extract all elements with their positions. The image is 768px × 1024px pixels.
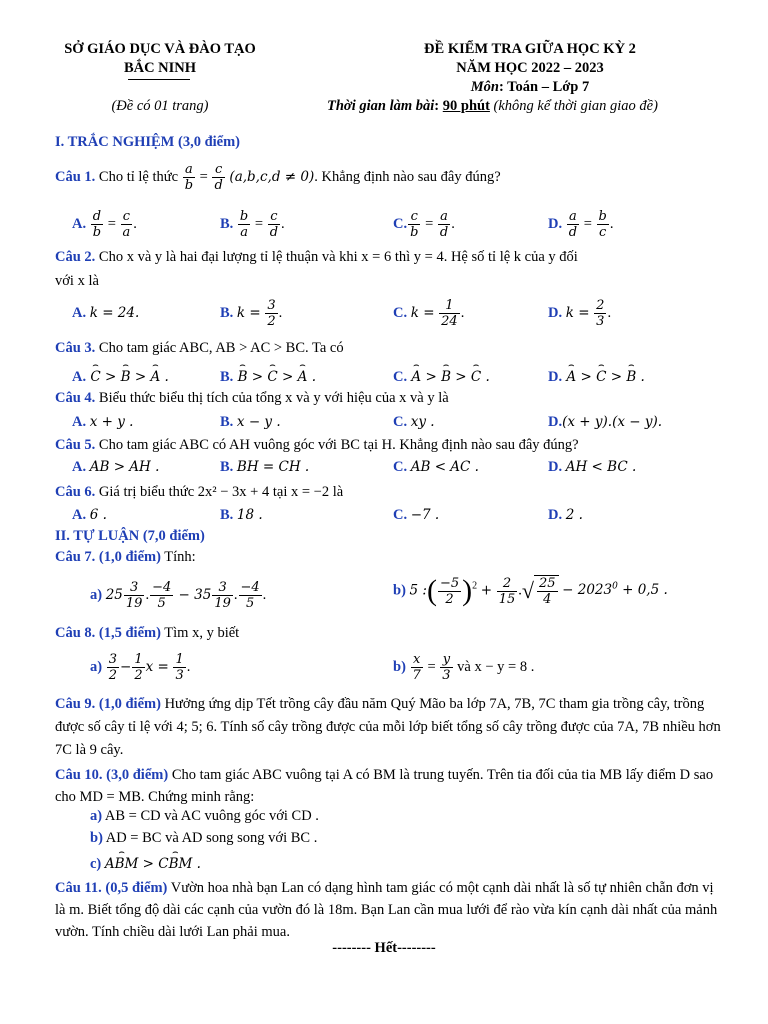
subject-line: Môn: Toán – Lớp 7 bbox=[470, 79, 590, 95]
q6-option-b: B. 18 . bbox=[220, 507, 263, 523]
question-2: Câu 2. Cho x và y là hai đại lượng tỉ lệ thuận và khi x = 6 thì y = 4. Hệ số tỉ lệ k của y đối bbox=[55, 249, 578, 265]
question-11: Câu 11. (0,5 điểm) Vườn hoa nhà bạn Lan có dạng hình tam giác có một cạnh dài nhất là số tự nhiên chẵn đơn vị là m. Biết tổng độ dài các cạnh của vườn đó là 18m. Bạn Lan cần mua lưới để rào vừa kín cạnh dài nhất của mảnh vườn. Tính chiều dài lưới Lan phải mua. bbox=[55, 880, 718, 940]
q2-option-d: D. k = $\frac{2}{3}$ . bbox=[548, 298, 612, 329]
q1-option-a: A. $\frac{d}{b}$ = $\frac{c}{a}$ . bbox=[72, 209, 137, 240]
q1-option-b: B. $\frac{b}{a}$ = $\frac{c}{d}$ . bbox=[220, 209, 285, 240]
q1-option-c: C. $\frac{c}{b}$ = $\frac{a}{d}$ . bbox=[393, 209, 455, 240]
department-name: SỞ GIÁO DỤC VÀ ĐÀO TẠO bbox=[64, 41, 256, 57]
q5-option-d: D. AH < BC . bbox=[548, 459, 637, 475]
q1-option-d: D. $\frac{a}{d}$ = $\frac{b}{c}$ . bbox=[548, 209, 614, 240]
question-7: Câu 7. (1,0 điểm) Tính: bbox=[55, 549, 196, 565]
time-line: Thời gian làm bài: 90 phút (không kể thời gian giao đề) bbox=[327, 98, 658, 114]
exam-title: ĐỀ KIỂM TRA GIỮA HỌC KỲ 2 bbox=[424, 41, 636, 57]
q5-option-c: C. AB < AC . bbox=[393, 459, 479, 475]
province-name: BẮC NINH bbox=[123, 60, 197, 76]
q10-part-b: b) AD = BC và AD song song với BC . bbox=[90, 830, 318, 846]
q3-option-b: B. ⌢ B > ⌢ C > ⌢ A . bbox=[220, 369, 316, 386]
q6-option-d: D. 2 . bbox=[548, 507, 583, 523]
part2-title: II. TỰ LUẬN (7,0 điểm) bbox=[55, 528, 205, 544]
q5-option-b: B. BH = CH . bbox=[220, 459, 310, 475]
q4-option-a: A. x + y . bbox=[72, 414, 134, 430]
question-10: Câu 10. (3,0 điểm) Cho tam giác ABC vuông tại A có BM là trung tuyến. Trên tia đối của tia MB lấy điểm D sao cho MD = MB. Chứng minh rằng: bbox=[55, 767, 714, 805]
question-5: Câu 5. Cho tam giác ABC có AH vuông góc với BC tại H. Khẳng định nào sau đây đúng? bbox=[55, 437, 579, 453]
header-underline bbox=[128, 79, 190, 80]
question-1: Câu 1. Cho tỉ lệ thức $\frac{a}{b}$ = $\frac{c}{d}$ (a,b,c,d ≠ 0). Khẳng định nào sau đây đúng? bbox=[55, 162, 501, 193]
end-marker: -------- Hết-------- bbox=[332, 940, 436, 956]
question-4: Câu 4. Biểu thức biểu thị tích của tổng x và y với hiệu của x và y là bbox=[55, 390, 449, 406]
q3-option-a: A. ⌢ C > ⌢ B > ⌢ A . bbox=[72, 369, 169, 386]
q8-part-a: a) $\frac{3}{2}$ − $\frac{1}{2}$ x = $\frac{1}{3}$ . bbox=[90, 652, 191, 683]
q6-option-a: A. 6 . bbox=[72, 507, 107, 523]
question-3: Câu 3. Cho tam giác ABC, AB > AC > BC. Ta có bbox=[55, 340, 344, 356]
page-count-note: (Đề có 01 trang) bbox=[111, 98, 209, 114]
question-2-cont: với x là bbox=[55, 273, 99, 289]
q7-part-b: b) 5 :( $\frac{-5}{2}$ )$^2$ + $\frac{2}{15}$ .√ $\frac{25}{4}$ − $2023^0 + 0,5$ . bbox=[393, 574, 668, 607]
question-6: Câu 6. Giá trị biểu thức 2x² − 3x + 4 tại x = −2 là bbox=[55, 484, 344, 500]
q3-option-c: C. ⌢ A > ⌢ B > ⌢ C . bbox=[393, 369, 490, 386]
q7-part-a: a) 25 $\frac{3}{19}$ . $\frac{-4}{5}$ − 35 $\frac{3}{19}$ . $\frac{-4}{5}$ . bbox=[90, 580, 267, 611]
q2-option-b: B. k = $\frac{3}{2}$ . bbox=[220, 298, 283, 329]
part1-title: I. TRẮC NGHIỆM (3,0 điểm) bbox=[55, 134, 241, 150]
q6-option-c: C. −7 . bbox=[393, 507, 440, 523]
q4-option-b: B. x − y . bbox=[220, 414, 281, 430]
q2-option-c: C. k = $\frac{1}{24}$ . bbox=[393, 298, 465, 329]
q4-option-c: C. xy . bbox=[393, 414, 435, 430]
q3-option-d: D. ⌢ A > ⌢ C > ⌢ B . bbox=[548, 369, 645, 386]
q2-option-a: A. k = 24. bbox=[72, 305, 140, 321]
q8-part-b: b) $\frac{x}{7}$ = $\frac{y}{3}$ và x − y = 8 . bbox=[393, 652, 535, 683]
question-8: Câu 8. (1,5 điểm) Tìm x, y biết bbox=[55, 625, 240, 641]
q10-part-a: a) AB = CD và AC vuông góc với CD . bbox=[90, 808, 319, 824]
q4-option-d: D.(x + y).(x − y). bbox=[548, 414, 663, 430]
q5-option-a: A. AB > AH . bbox=[72, 459, 160, 475]
question-9: Câu 9. (1,0 điểm) Hưởng ứng dịp Tết trồng cây đầu năm Quý Mão ba lớp 7A, 7B, 7C tham gia trồng cây, trồng được số cây tỉ lệ với 4; 5; 6. Tính số cây trồng được của mỗi lớp biết tổng số cây trồng được của 7A, 7B nhiều hơn 7C là 9 cây. bbox=[55, 696, 721, 758]
school-year: NĂM HỌC 2022 – 2023 bbox=[456, 60, 604, 76]
q10-part-c: c) ⌢ ABM > ⌢ CBM . bbox=[90, 856, 201, 873]
